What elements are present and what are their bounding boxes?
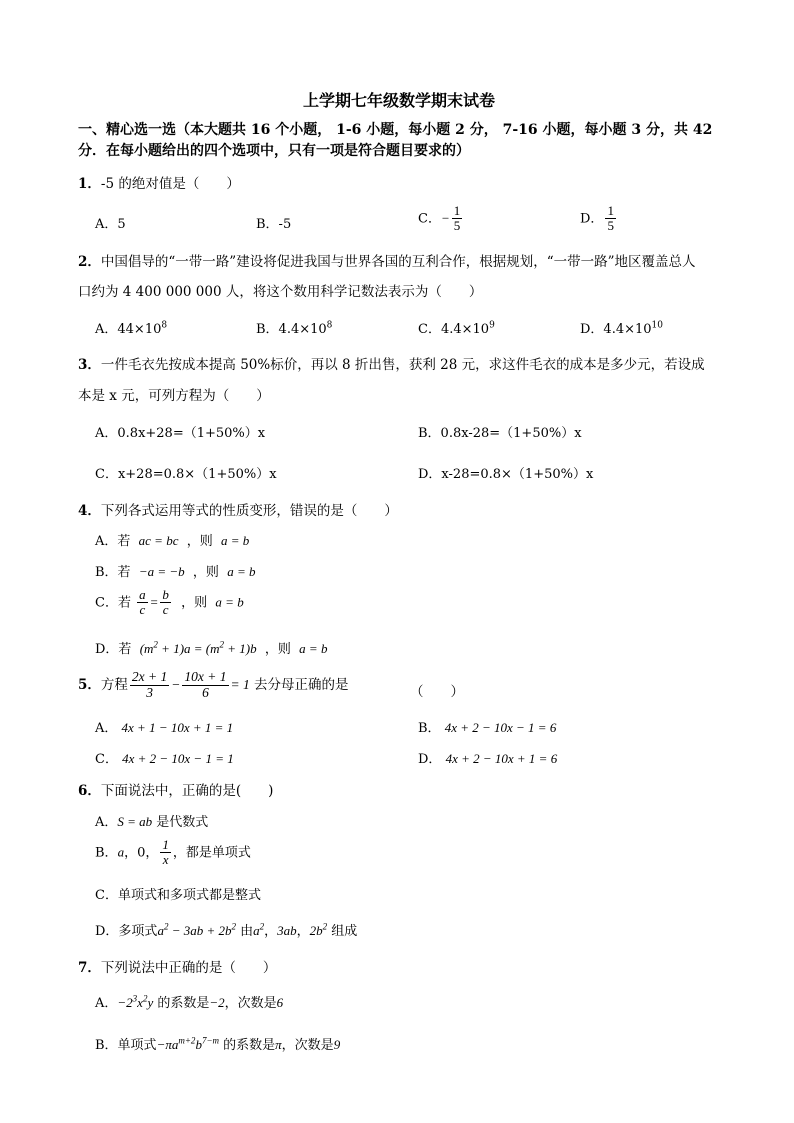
separator: ， bbox=[264, 924, 278, 939]
question-3-line2: 本是 x 元，可列方程为（ ） bbox=[78, 388, 270, 404]
question-text: 中国倡导的“一带一路”建设将促进我国与世界各国的互利合作，根据规划，“一带一路”地区覆盖总人 bbox=[100, 254, 696, 270]
denominator: c bbox=[162, 602, 169, 618]
option-label: B． bbox=[95, 845, 118, 861]
question-1 bbox=[78, 172, 240, 192]
exponent: 9 bbox=[489, 320, 495, 331]
math-expr: 4x + 2 − 10x − 1 = 6 bbox=[444, 720, 557, 735]
question-text: -5 的绝对值是（ ） bbox=[100, 176, 240, 192]
question-2-line2: 口约为 4 400 000 000 人，将这个数用科学记数法表示为（ ） bbox=[78, 284, 483, 300]
denominator: x bbox=[162, 852, 169, 868]
math-expr: a = b bbox=[215, 594, 244, 610]
option-text: ，次数是 bbox=[281, 1038, 334, 1053]
question-text: 下列各式运用等式的性质变形，错误的是（ ） bbox=[100, 503, 398, 519]
option-text: 由 bbox=[235, 924, 254, 939]
q4-option-d bbox=[95, 638, 327, 657]
denominator: 5 bbox=[453, 218, 461, 234]
math-expr: b bbox=[195, 1037, 202, 1052]
fraction bbox=[160, 838, 171, 868]
denominator: 3 bbox=[146, 684, 153, 700]
exponent: 2 bbox=[231, 921, 236, 932]
math-expr: 3ab bbox=[277, 923, 297, 938]
q3-option-d: D．x-28=0.8×（1+50%）x bbox=[418, 467, 594, 482]
numerator: b bbox=[162, 587, 169, 602]
then-text: ，则 bbox=[264, 642, 291, 657]
fraction bbox=[160, 588, 171, 618]
option-text: C．4.4×10 bbox=[418, 322, 490, 337]
then-text: ，则 bbox=[192, 565, 219, 580]
q4-option-b bbox=[95, 561, 255, 580]
numerator: a bbox=[139, 587, 146, 602]
option-text: 是代数式 bbox=[152, 815, 209, 830]
question-number: 2． bbox=[78, 254, 101, 270]
option-label: D．若 bbox=[95, 642, 132, 657]
separator: ，0， bbox=[124, 845, 159, 861]
numerator: 10x + 1 bbox=[184, 669, 227, 684]
math-expr: a = b bbox=[221, 533, 250, 548]
numerator: 2x + 1 bbox=[131, 669, 168, 684]
option-label: D． bbox=[580, 211, 604, 227]
math-expr: 4x + 2 − 10x + 1 = 6 bbox=[445, 751, 558, 766]
question-lead: 方程 bbox=[100, 676, 128, 693]
question-number: 1． bbox=[78, 176, 101, 192]
option-text: 的系数是 bbox=[219, 1038, 276, 1053]
question-4 bbox=[78, 499, 398, 519]
q6-option-d bbox=[95, 920, 357, 939]
question-text: 下列说法中正确的是（ ） bbox=[100, 960, 277, 976]
math-expr: −πa bbox=[156, 1037, 179, 1052]
q3-option-a: A．0.8x+28=（1+50%）x bbox=[95, 426, 266, 441]
q2-option-b bbox=[256, 318, 332, 337]
exponent: 8 bbox=[326, 320, 333, 331]
section-header-line2: 分．在每小题给出的四个选项中，只有一项是符合题目要求的） bbox=[78, 143, 470, 159]
degree: 9 bbox=[333, 1037, 341, 1052]
math-expr: + 1)a = (m bbox=[157, 641, 220, 656]
fraction bbox=[130, 670, 169, 701]
question-number: 7． bbox=[78, 960, 101, 976]
math-expr: 2b bbox=[309, 923, 323, 938]
option-text: A．44×10 bbox=[95, 322, 162, 337]
math-expr: −a = −b bbox=[138, 564, 185, 579]
exponent: 7−m bbox=[201, 1035, 220, 1046]
minus-sign: − bbox=[171, 676, 181, 692]
option-text: D．4.4×10 bbox=[580, 322, 652, 337]
question-number: 6． bbox=[78, 783, 101, 799]
option-label: C． bbox=[95, 752, 118, 767]
numerator: 1 bbox=[607, 203, 614, 218]
option-text: ，次数是 bbox=[224, 996, 277, 1011]
question-text: 一件毛衣先按成本提高 50%标价，再以 8 折出售，获利 28 元，求这件毛衣的成本是多少元，若设成 bbox=[100, 357, 705, 373]
exponent: 8 bbox=[161, 320, 168, 331]
q6-option-a bbox=[95, 811, 208, 830]
math-expr: a bbox=[253, 923, 260, 938]
question-7 bbox=[78, 956, 276, 976]
math-expr: + 1)b bbox=[224, 641, 257, 656]
numerator: 1 bbox=[453, 203, 461, 218]
q1-option-a: A．5 bbox=[95, 217, 126, 232]
option-label: D． bbox=[418, 752, 442, 767]
q1-option-c bbox=[418, 204, 464, 234]
question-number: 5． bbox=[78, 676, 101, 693]
q1-option-d bbox=[580, 204, 618, 234]
coefficient: −2 bbox=[209, 995, 225, 1010]
q1-option-b: B．-5 bbox=[256, 217, 292, 232]
q3-option-c: C．x+28=0.8×（1+50%）x bbox=[95, 467, 277, 482]
q7-option-b bbox=[95, 1034, 340, 1053]
exponent: m+2 bbox=[178, 1035, 196, 1046]
denominator: c bbox=[139, 602, 146, 618]
exponent: 10 bbox=[651, 320, 663, 331]
equals-one: = 1 bbox=[230, 676, 250, 692]
coefficient: π bbox=[275, 1037, 282, 1052]
fraction bbox=[452, 204, 463, 234]
math-expr: 4x + 2 − 10x − 1 = 1 bbox=[122, 751, 234, 766]
q4-option-a bbox=[95, 530, 249, 549]
option-label: A． bbox=[95, 815, 118, 830]
fraction bbox=[182, 670, 228, 701]
exponent: 3 bbox=[132, 993, 138, 1004]
option-text: ，都是单项式 bbox=[172, 845, 251, 861]
math-expr: − 3ab + 2b bbox=[168, 923, 232, 938]
exponent: 2 bbox=[153, 639, 158, 650]
option-text: B．4.4×10 bbox=[256, 322, 327, 337]
question-3-line1 bbox=[78, 353, 705, 373]
question-text: 下面说法中，正确的是( ) bbox=[100, 783, 274, 799]
question-2-line1 bbox=[78, 250, 696, 270]
math-expr: a bbox=[157, 923, 164, 938]
q7-option-a bbox=[95, 992, 283, 1011]
q5-option-d bbox=[418, 748, 557, 767]
numerator: 1 bbox=[162, 837, 169, 852]
math-expr: y bbox=[147, 995, 154, 1010]
denominator: 6 bbox=[202, 684, 209, 700]
option-label: C． bbox=[418, 211, 441, 227]
q6-option-c: C．单项式和多项式都是整式 bbox=[95, 888, 261, 903]
question-5 bbox=[78, 670, 349, 701]
option-label: B． bbox=[418, 721, 441, 736]
math-expr: −2 bbox=[117, 995, 133, 1010]
question-number: 4． bbox=[78, 503, 101, 519]
option-label: A． bbox=[95, 996, 118, 1011]
denominator: 5 bbox=[607, 218, 614, 234]
exponent: 2 bbox=[322, 921, 328, 932]
q5-option-b bbox=[418, 717, 556, 736]
option-label: A． bbox=[95, 721, 118, 736]
fraction bbox=[605, 204, 616, 234]
exponent: 2 bbox=[259, 921, 265, 932]
question-number: 3． bbox=[78, 357, 101, 373]
option-label: A．若 bbox=[95, 534, 131, 549]
exponent: 2 bbox=[142, 993, 148, 1004]
q5-answer-paren: （ ） bbox=[410, 684, 464, 700]
degree: 6 bbox=[276, 995, 284, 1010]
option-label: D．多项式 bbox=[95, 924, 158, 939]
then-text: ，则 bbox=[181, 595, 208, 611]
math-expr: 4x + 1 − 10x + 1 = 1 bbox=[121, 720, 234, 735]
option-text: 组成 bbox=[327, 924, 358, 939]
question-6 bbox=[78, 779, 273, 799]
then-text: ，则 bbox=[186, 534, 213, 549]
exponent: 2 bbox=[219, 639, 225, 650]
section-header-line1: 一、精心选一选（本大题共 16 个小题， 1-6 小题，每小题 2 分， 7-16 小题，每小题 3 分，共 42 bbox=[78, 122, 713, 138]
math-expr: a = b bbox=[299, 641, 328, 656]
math-expr: x bbox=[137, 995, 143, 1010]
q2-option-a bbox=[95, 318, 167, 337]
option-text: 的系数是 bbox=[153, 996, 210, 1011]
page-title: 上学期七年级数学期末试卷 bbox=[303, 91, 496, 110]
option-label: B．单项式 bbox=[95, 1038, 157, 1053]
fraction bbox=[137, 588, 148, 618]
exponent: 2 bbox=[163, 921, 169, 932]
question-text: 去分母正确的是 bbox=[254, 676, 349, 693]
q2-option-c bbox=[418, 318, 495, 337]
separator: ， bbox=[296, 924, 310, 939]
math-expr: ac = bc bbox=[138, 533, 179, 548]
math-expr: a = b bbox=[227, 564, 256, 579]
option-label: B．若 bbox=[95, 565, 131, 580]
q5-option-a bbox=[95, 717, 233, 736]
math-expr: a bbox=[117, 844, 125, 860]
q6-option-b bbox=[95, 838, 251, 868]
q5-option-c bbox=[95, 748, 234, 767]
equals-sign: = bbox=[149, 594, 159, 610]
q3-option-b: B．0.8x-28=（1+50%）x bbox=[418, 426, 582, 441]
option-label: C．若 bbox=[95, 595, 131, 611]
q2-option-d bbox=[580, 318, 663, 337]
math-expr: S = ab bbox=[117, 814, 153, 829]
minus-sign: − bbox=[440, 210, 450, 226]
math-expr: (m bbox=[139, 641, 154, 656]
q4-option-c bbox=[95, 588, 244, 618]
